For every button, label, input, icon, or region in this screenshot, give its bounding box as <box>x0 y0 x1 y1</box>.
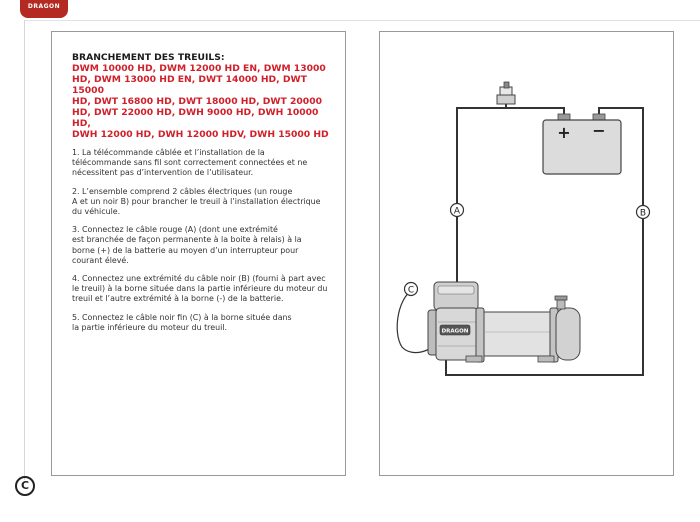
model-line: HD, DWT 22000 HD, DWH 9000 HD, DWH 10000 HD, <box>72 107 319 129</box>
power-switch-icon <box>497 82 515 104</box>
brand-logo: DRAGON <box>20 0 68 18</box>
instruction-step-4 <box>72 274 330 305</box>
text-line: 3. Connectez le câble rouge (A) (dont une extrémité <box>72 225 278 235</box>
cable-a-label: A <box>453 206 461 217</box>
model-line: DWM 10000 HD, DWM 12000 HD EN, DWM 13000 <box>72 63 326 74</box>
text-line: 4. Connectez une extrémité du câble noir (B) (fourni à part avec <box>72 274 326 284</box>
battery-icon <box>543 114 621 174</box>
cable-a-marker <box>451 204 464 217</box>
text-line: 5. Connectez le câble noir fin (C) à la borne située dans <box>72 312 292 322</box>
model-line: DWH 12000 HD, DWH 12000 HDV, DWH 15000 HD <box>72 129 329 140</box>
model-line: HD, DWT 16800 HD, DWT 18000 HD, DWT 20000 <box>72 96 322 107</box>
instruction-step-5 <box>72 313 330 333</box>
switch-to-battery-wire <box>506 108 564 120</box>
wiring-diagram-panel <box>379 31 674 476</box>
winch-icon <box>428 282 580 362</box>
text-line: la partie inférieure du moteur du treuil. <box>72 322 227 332</box>
battery-minus-label: − <box>592 121 606 140</box>
text-line: télécommande sans fil sont correctement connectées et ne <box>72 158 308 168</box>
cable-c-marker <box>405 283 418 296</box>
model-line: HD, DWM 13000 HD EN, DWT 14000 HD, DWT 15000 <box>72 74 307 96</box>
text-line: 2. L’ensemble comprend 2 câbles électriques (un rouge <box>72 186 293 196</box>
text-line: courant élevé. <box>72 255 129 265</box>
text-line: borne (+) de la batterie au moyen d’un interrupteur pour <box>72 245 299 255</box>
instructions-text <box>72 52 330 341</box>
page-left-rule <box>24 20 25 480</box>
text-line: nécessitent pas d’intervention de l’utilisateur. <box>72 168 254 178</box>
text-line: est branchée de façon permanente à la boite à relais) à la <box>72 235 302 245</box>
instruction-step-1 <box>72 148 330 179</box>
instructions-panel <box>51 31 346 476</box>
battery-plus-label: + <box>557 123 571 142</box>
text-line: le treuil) à la borne située dans la partie inférieure du moteur du <box>72 284 328 294</box>
wiring-diagram <box>380 32 673 475</box>
section-heading: BRANCHEMENT DES TREUILS: <box>72 52 225 63</box>
cable-a-wire <box>457 102 506 307</box>
cable-b-marker <box>637 206 650 219</box>
cable-c-label: C <box>407 285 415 296</box>
text-line: treuil et l’autre extrémité à la borne (-) de la batterie. <box>72 294 284 304</box>
instruction-step-2 <box>72 187 330 218</box>
cable-b-label: B <box>639 208 647 219</box>
winch-badge-label: DRAGON <box>441 328 469 335</box>
text-line: A et un noir B) pour brancher le treuil à l’installation électrique <box>72 196 321 206</box>
page-top-rule <box>24 20 700 21</box>
text-line: du véhicule. <box>72 207 121 217</box>
page-marker: C <box>15 476 35 496</box>
instruction-step-3 <box>72 225 330 266</box>
text-line: 1. La télécommande câblée et l’installation de la <box>72 148 265 157</box>
model-list <box>72 63 330 140</box>
